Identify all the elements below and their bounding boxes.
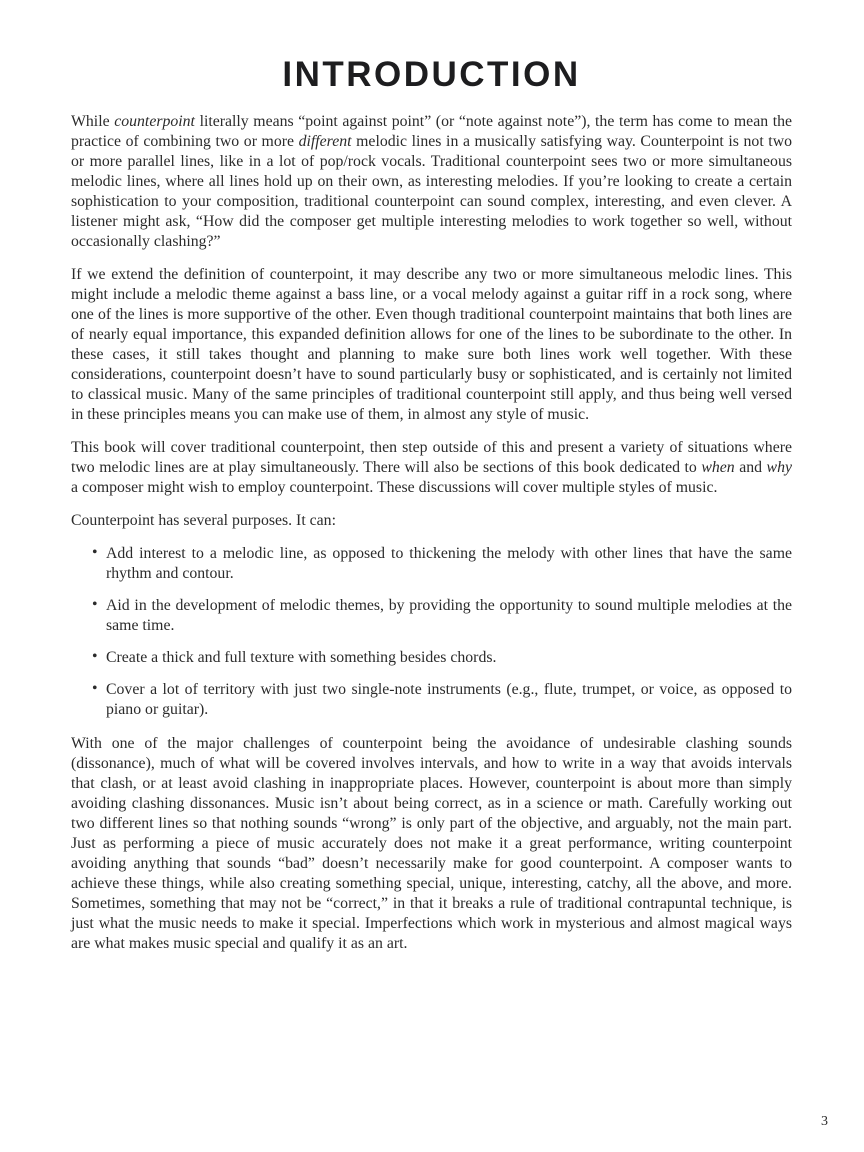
list-item-text: Create a thick and full texture with something besides chords.	[106, 648, 497, 666]
purpose-list	[71, 544, 792, 720]
bullet-icon: •	[92, 679, 98, 697]
list-item	[71, 544, 792, 584]
bullet-icon: •	[92, 647, 98, 665]
bullet-icon: •	[92, 543, 98, 561]
paragraph-1: While counterpoint literally means “point against point” (or “note against note”), the term has come to mean the practice of combining two or more different melodic lines in a musically satisfying way. Counterpoint is not two or more parallel lines, like in a lot of pop/rock vocals. Traditional counterpoint sees two or more simultaneous melodic lines, where all lines hold up on their own, as interesting melodies. If you’re looking to create a certain sophistication to your composition, traditional counterpoint can sound complex, interesting, and even clever. A listener might ask, “How did the composer get multiple interesting melodies to work together so well, without occasionally clashing?”	[71, 112, 793, 250]
paragraph-2: If we extend the definition of counterpoint, it may describe any two or more simultaneous melodic lines. This might include a melodic theme against a bass line, or a vocal melody against a guitar riff in a rock song, where one of the lines is more supportive of the other. Even though traditional counterpoint maintains that both lines are of nearly equal importance, this expanded definition allows for one of the lines to be subordinate to the other. In these cases, it still takes thought and planning to make sure both lines work well together. With these considerations, counterpoint doesn’t have to sound particularly busy or sophisticated, and is certainly not limited to classical music. Many of the same principles of traditional counterpoint still apply, and thus being well versed in these principles means you can make use of them, in almost any style of music.	[71, 265, 792, 423]
list-item	[71, 596, 792, 636]
list-item-text: Cover a lot of territory with just two single-note instruments (e.g., flute, trumpet, or voice, as opposed to piano or guitar).	[106, 680, 792, 718]
paragraph-3: This book will cover traditional counterpoint, then step outside of this and present a variety of situations where two melodic lines are at play simultaneously. There will also be sections of this book dedicated to when and why a composer might wish to employ counterpoint. These discussions will cover multiple styles of music.	[71, 438, 792, 496]
list-intro: Counterpoint has several purposes. It can:	[71, 511, 336, 529]
page-title: INTRODUCTION	[282, 55, 581, 94]
list-item-text: Add interest to a melodic line, as opposed to thickening the melody with other lines that have the same rhythm and contour.	[106, 544, 792, 582]
list-item	[71, 648, 792, 668]
paragraph-5: With one of the major challenges of counterpoint being the avoidance of undesirable clashing sounds (dissonance), much of what will be covered involves intervals, and how to write in a way that avoids intervals that clash, or at least avoid clashing in inappropriate places. However, counterpoint is about more than simply avoiding clashing dissonances. Music isn’t about being correct, as in a science or math. Carefully working out two different lines so that nothing sounds “wrong” is only part of the objective, and arguably, not the main part. Just as performing a piece of music accurately does not make it a great performance, writing counterpoint avoiding anything that sounds “bad” doesn’t necessarily make for good counterpoint. A composer wants to achieve these things, while also creating something special, unique, interesting, catchy, all the above, and more. Sometimes, something that may not be “correct,” in that it breaks a rule of traditional contrapuntal technique, is just what the music needs to make it special. Imperfections which work in mysterious and almost magical ways are what makes music special and qualify it as an art.	[71, 734, 792, 952]
page-number: 3	[821, 1114, 828, 1129]
list-item-text: Aid in the development of melodic themes, by providing the opportunity to sound multiple melodies at the same time.	[106, 596, 792, 634]
list-item	[71, 680, 792, 720]
bullet-icon: •	[92, 595, 98, 613]
